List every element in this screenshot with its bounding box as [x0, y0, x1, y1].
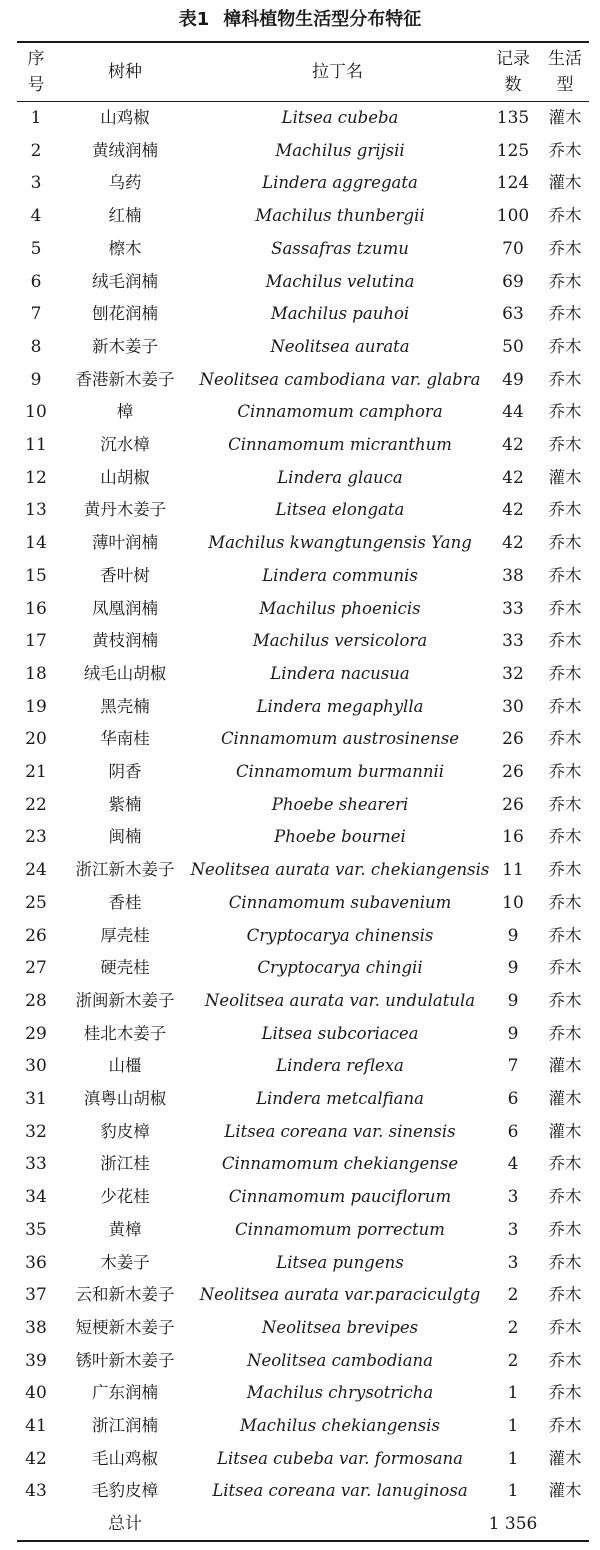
table-row — [0, 1475, 600, 1508]
latin-name: Cinnamomum pauciflorum — [228, 1187, 452, 1207]
table-row — [0, 756, 600, 789]
row-index: 21 — [25, 762, 47, 782]
row-index: 15 — [25, 565, 47, 586]
species-name: 浙江桂 — [100, 1154, 150, 1174]
record-count: 49 — [502, 369, 524, 390]
record-count: 63 — [502, 304, 524, 325]
table-row — [0, 560, 600, 593]
table-row — [0, 985, 600, 1018]
species-name: 少花桂 — [100, 1187, 150, 1207]
table-row — [0, 135, 600, 168]
total-label: 总计 — [108, 1514, 142, 1534]
row-index: 17 — [25, 631, 47, 652]
species-name: 云和新木姜子 — [75, 1285, 175, 1305]
table-row — [0, 854, 600, 887]
table-row — [0, 200, 600, 233]
species-name: 檫木 — [108, 238, 142, 258]
species-name: 香桂 — [108, 892, 142, 912]
latin-name: Litsea cubeba — [281, 108, 399, 127]
header-life-form: 生活 型 — [548, 49, 582, 95]
latin-name: Cinnamomum burmannii — [235, 762, 445, 781]
record-count: 9 — [507, 958, 519, 979]
row-index: 37 — [25, 1285, 47, 1306]
species-name: 毛豹皮樟 — [92, 1481, 158, 1501]
row-index: 13 — [25, 500, 47, 521]
table-row — [0, 1083, 600, 1116]
table-row — [0, 1148, 600, 1181]
row-index: 11 — [25, 435, 47, 455]
life-form: 乔木 — [548, 402, 582, 422]
latin-name: Cinnamomum austrosinense — [220, 729, 460, 749]
row-index: 27 — [25, 958, 47, 979]
latin-name: Cryptocarya chingii — [257, 958, 423, 978]
record-count: 6 — [507, 1121, 519, 1142]
table-row — [0, 1279, 600, 1312]
table-row — [0, 691, 600, 724]
species-name: 山橿 — [108, 1056, 142, 1076]
latin-name: Machilus grijsii — [275, 140, 405, 160]
latin-name: Machilus kwangtungensis Yang — [208, 533, 472, 553]
table-row — [0, 462, 600, 495]
life-form: 灌木 — [548, 1121, 582, 1141]
row-index: 24 — [25, 860, 47, 881]
record-count: 42 — [502, 467, 524, 488]
record-count: 2 — [507, 1350, 519, 1371]
table-row — [0, 1443, 600, 1476]
row-index: 10 — [25, 402, 47, 423]
record-count: 1 — [507, 1481, 519, 1502]
species-name: 厚壳桂 — [100, 925, 150, 945]
species-name: 浙江新木姜子 — [75, 860, 175, 880]
row-index: 23 — [25, 827, 47, 848]
life-form: 乔木 — [548, 631, 582, 651]
species-name: 新木姜子 — [92, 336, 158, 356]
record-count: 16 — [502, 827, 524, 848]
record-count: 70 — [502, 238, 524, 259]
life-form: 灌木 — [548, 173, 582, 193]
table-row — [0, 527, 600, 560]
latin-name: Machilus chekiangensis — [239, 1416, 441, 1435]
species-name: 红楠 — [108, 206, 142, 226]
life-form: 灌木 — [548, 1481, 582, 1501]
record-count: 2 — [507, 1285, 519, 1306]
latin-name: Litsea cubeba var. formosana — [216, 1448, 464, 1468]
table-row — [0, 1181, 600, 1214]
life-form: 乔木 — [548, 860, 582, 880]
species-name: 短梗新木姜子 — [75, 1317, 175, 1337]
life-form: 灌木 — [548, 108, 582, 127]
row-index: 39 — [25, 1350, 47, 1371]
species-name: 山胡椒 — [100, 467, 150, 487]
species-name: 木姜子 — [100, 1252, 150, 1272]
species-name: 香叶树 — [100, 565, 150, 585]
row-index: 26 — [25, 925, 47, 946]
species-name: 华南桂 — [100, 729, 150, 749]
species-name: 黄樟 — [108, 1219, 142, 1239]
record-count: 26 — [502, 794, 524, 815]
table-row — [0, 1345, 600, 1378]
latin-name: Cinnamomum camphora — [237, 402, 443, 422]
life-form: 乔木 — [548, 1317, 582, 1337]
species-name: 黄枝润楠 — [92, 631, 158, 651]
species-name: 刨花润楠 — [92, 304, 158, 324]
table-row — [0, 233, 600, 266]
row-index: 25 — [25, 892, 47, 913]
latin-name: Machilus phoenicis — [259, 598, 421, 618]
record-count: 33 — [502, 631, 524, 652]
table-row — [0, 494, 600, 527]
record-count: 124 — [496, 173, 530, 194]
species-name: 紫楠 — [108, 794, 142, 814]
table-row — [0, 331, 600, 364]
table-row — [0, 789, 600, 822]
row-index: 3 — [30, 173, 42, 194]
latin-name: Phoebe sheareri — [271, 794, 409, 814]
row-index: 35 — [25, 1219, 47, 1240]
table-title: 樟科植物生活型分布特征 — [223, 9, 422, 30]
row-index: 12 — [25, 467, 47, 488]
table-row — [0, 429, 600, 462]
record-count: 1 — [507, 1383, 519, 1404]
row-index: 4 — [30, 206, 42, 227]
row-index: 9 — [30, 369, 42, 390]
life-form: 乔木 — [548, 729, 582, 749]
life-form: 乔木 — [548, 1187, 582, 1207]
species-name: 锈叶新木姜子 — [75, 1350, 175, 1370]
record-count: 32 — [502, 663, 524, 684]
table-row — [0, 167, 600, 200]
latin-name: Neolitsea aurata — [270, 336, 410, 356]
latin-name: Sassafras tzumu — [271, 238, 409, 258]
record-count: 9 — [507, 990, 519, 1011]
table-row — [0, 396, 600, 429]
species-name: 桂北木姜子 — [83, 1023, 167, 1043]
row-index: 30 — [25, 1056, 47, 1077]
life-form: 乔木 — [548, 696, 582, 716]
species-name: 绒毛润楠 — [92, 271, 158, 291]
table-row — [0, 1410, 600, 1443]
record-count: 69 — [502, 271, 524, 292]
species-name: 香港新木姜子 — [75, 369, 175, 389]
table-row — [0, 821, 600, 854]
record-count: 50 — [502, 336, 524, 357]
latin-name: Neolitsea aurata var. undulatula — [204, 990, 476, 1010]
species-name: 浙江润楠 — [92, 1416, 158, 1435]
latin-name: Neolitsea cambodiana — [247, 1350, 433, 1370]
row-index: 29 — [25, 1023, 47, 1044]
latin-name: Cinnamomum subavenium — [228, 892, 452, 912]
species-name: 浙闽新木姜子 — [75, 990, 175, 1010]
latin-name: Cinnamomum chekiangense — [221, 1154, 459, 1174]
table-row — [0, 102, 600, 135]
life-form: 乔木 — [548, 1023, 582, 1043]
header-latin-name: 拉丁名 — [312, 62, 363, 82]
row-index: 8 — [30, 336, 42, 357]
row-index: 2 — [30, 140, 42, 161]
life-form: 乔木 — [548, 1219, 582, 1239]
record-count: 3 — [507, 1187, 519, 1208]
life-form: 乔木 — [548, 271, 582, 291]
row-index: 22 — [25, 794, 47, 815]
latin-name: Litsea subcoriacea — [261, 1023, 419, 1043]
record-count: 125 — [496, 140, 530, 161]
row-index: 31 — [25, 1089, 47, 1109]
row-index: 7 — [30, 304, 42, 325]
table-row — [0, 1312, 600, 1345]
species-name: 阴香 — [108, 762, 142, 781]
life-form: 乔木 — [548, 369, 582, 389]
table-caption — [0, 6, 600, 34]
life-form: 乔木 — [548, 565, 582, 585]
record-count: 11 — [502, 860, 524, 881]
species-name: 黄丹木姜子 — [83, 500, 167, 520]
species-name: 闽楠 — [108, 827, 142, 847]
record-count: 3 — [507, 1252, 519, 1273]
header-record-count: 记录 数 — [496, 49, 530, 95]
latin-name: Neolitsea cambodiana var. glabra — [199, 369, 481, 389]
species-name: 硬壳桂 — [100, 958, 150, 978]
table-row — [0, 364, 600, 397]
species-name: 乌药 — [108, 173, 142, 193]
row-index: 32 — [25, 1121, 47, 1142]
life-form: 乔木 — [548, 925, 582, 945]
latin-name: Neolitsea aurata var.paraciculgtg — [199, 1285, 481, 1305]
species-name: 广东润楠 — [92, 1383, 158, 1403]
total-row — [0, 1508, 600, 1540]
life-form: 乔木 — [548, 1416, 582, 1435]
record-count: 9 — [507, 1023, 519, 1044]
table-row — [0, 1018, 600, 1051]
latin-name: Cinnamomum porrectum — [235, 1219, 445, 1239]
life-form: 乔木 — [548, 435, 582, 454]
record-count: 9 — [507, 925, 519, 946]
life-form: 乔木 — [548, 1383, 582, 1403]
table-row — [0, 298, 600, 331]
life-form: 乔木 — [548, 958, 582, 978]
row-index: 19 — [25, 696, 47, 717]
latin-name: Cinnamomum micranthum — [228, 435, 452, 454]
life-form: 乔木 — [548, 238, 582, 258]
species-name: 凤凰润楠 — [92, 598, 158, 618]
record-count: 1 — [507, 1448, 519, 1469]
table-row — [0, 887, 600, 920]
life-form: 乔木 — [548, 990, 582, 1010]
record-count: 33 — [502, 598, 524, 619]
table-row — [0, 723, 600, 756]
header-index: 序 号 — [27, 49, 45, 95]
row-index: 36 — [25, 1252, 47, 1273]
species-name: 毛山鸡椒 — [92, 1448, 158, 1468]
latin-name: Lindera glauca — [277, 467, 403, 487]
row-index: 33 — [25, 1154, 47, 1175]
species-name: 滇粤山胡椒 — [83, 1089, 167, 1108]
row-index: 34 — [25, 1187, 47, 1208]
record-count: 135 — [496, 108, 530, 128]
species-name: 沉水樟 — [100, 435, 150, 454]
table-row — [0, 1247, 600, 1280]
row-index: 28 — [25, 990, 47, 1011]
row-index: 5 — [30, 238, 42, 259]
latin-name: Lindera metcalfiana — [256, 1089, 424, 1108]
table-row — [0, 1116, 600, 1149]
latin-name: Machilus versicolora — [252, 631, 428, 651]
life-form: 灌木 — [548, 1089, 582, 1108]
table-number: 表1 — [178, 9, 210, 30]
latin-name: Machilus chrysotricha — [246, 1383, 434, 1403]
species-name: 山鸡椒 — [100, 108, 150, 127]
life-form: 乔木 — [548, 500, 582, 520]
record-count: 2 — [507, 1317, 519, 1338]
row-index: 38 — [25, 1317, 47, 1338]
life-form: 乔木 — [548, 598, 582, 618]
record-count: 6 — [507, 1089, 519, 1109]
table-row — [0, 1214, 600, 1247]
record-count: 38 — [502, 565, 524, 586]
species-name: 薄叶润楠 — [92, 533, 158, 553]
row-index: 14 — [25, 533, 47, 554]
row-index: 40 — [25, 1383, 47, 1404]
table-row — [0, 1377, 600, 1410]
species-name: 绒毛山胡椒 — [83, 663, 167, 683]
latin-name: Neolitsea aurata var. chekiangensis — [190, 860, 490, 880]
life-form: 灌木 — [548, 467, 582, 487]
life-form: 乔木 — [548, 336, 582, 356]
record-count: 42 — [502, 500, 524, 521]
table-row — [0, 1050, 600, 1083]
table-row — [0, 593, 600, 626]
total-value: 1 356 — [488, 1514, 538, 1534]
life-form: 乔木 — [548, 892, 582, 912]
life-form: 乔木 — [548, 1285, 582, 1305]
species-name: 黑壳楠 — [100, 696, 150, 716]
life-form: 乔木 — [548, 1350, 582, 1370]
latin-name: Lindera megaphylla — [256, 696, 424, 716]
table-row — [0, 952, 600, 985]
record-count: 30 — [502, 696, 524, 717]
row-index: 1 — [30, 108, 42, 128]
latin-name: Lindera reflexa — [276, 1056, 404, 1076]
life-form: 乔木 — [548, 762, 582, 781]
life-form: 灌木 — [548, 1448, 582, 1468]
record-count: 3 — [507, 1219, 519, 1240]
row-index: 18 — [25, 663, 47, 684]
life-form: 乔木 — [548, 140, 582, 160]
row-index: 42 — [25, 1448, 47, 1469]
record-count: 10 — [502, 892, 524, 913]
row-index: 6 — [30, 271, 42, 292]
latin-name: Machilus velutina — [265, 271, 415, 291]
bottom-rule — [17, 1540, 589, 1542]
record-count: 100 — [496, 206, 530, 227]
life-form: 灌木 — [548, 1056, 582, 1076]
latin-name: Machilus thunbergii — [255, 206, 425, 226]
row-index: 41 — [25, 1416, 47, 1436]
latin-name: Lindera aggregata — [262, 173, 418, 193]
life-form: 乔木 — [548, 827, 582, 847]
life-form: 乔木 — [548, 206, 582, 226]
record-count: 1 — [507, 1416, 519, 1436]
latin-name: Litsea pungens — [276, 1252, 404, 1272]
header-species: 树种 — [108, 62, 142, 82]
row-index: 43 — [25, 1481, 47, 1502]
top-rule — [17, 41, 589, 43]
record-count: 44 — [502, 402, 524, 423]
latin-name: Machilus pauhoi — [270, 304, 410, 324]
species-name: 樟 — [116, 402, 134, 422]
row-index: 16 — [25, 598, 47, 619]
life-form: 乔木 — [548, 663, 582, 683]
latin-name: Lindera communis — [262, 565, 418, 585]
record-count: 42 — [502, 533, 524, 554]
latin-name: Cryptocarya chinensis — [246, 925, 434, 945]
record-count: 42 — [502, 435, 524, 455]
life-form: 乔木 — [548, 304, 582, 324]
life-form: 乔木 — [548, 1154, 582, 1174]
life-form: 乔木 — [548, 1252, 582, 1272]
life-form: 乔木 — [548, 794, 582, 814]
row-index: 20 — [25, 729, 47, 750]
table-row — [0, 658, 600, 691]
record-count: 26 — [502, 729, 524, 750]
record-count: 7 — [507, 1056, 519, 1077]
latin-name: Litsea elongata — [275, 500, 405, 520]
table-row — [0, 266, 600, 299]
latin-name: Litsea coreana var. sinensis — [224, 1121, 456, 1141]
species-name: 豹皮樟 — [100, 1121, 150, 1141]
record-count: 26 — [502, 762, 524, 782]
latin-name: Litsea coreana var. lanuginosa — [212, 1481, 468, 1501]
latin-name: Neolitsea brevipes — [261, 1317, 419, 1337]
species-name: 黄绒润楠 — [92, 140, 158, 160]
latin-name: Lindera nacusua — [270, 663, 410, 683]
record-count: 4 — [507, 1154, 519, 1175]
life-form: 乔木 — [548, 533, 582, 553]
table-row — [0, 920, 600, 953]
latin-name: Phoebe bournei — [274, 827, 406, 847]
table-row — [0, 625, 600, 658]
